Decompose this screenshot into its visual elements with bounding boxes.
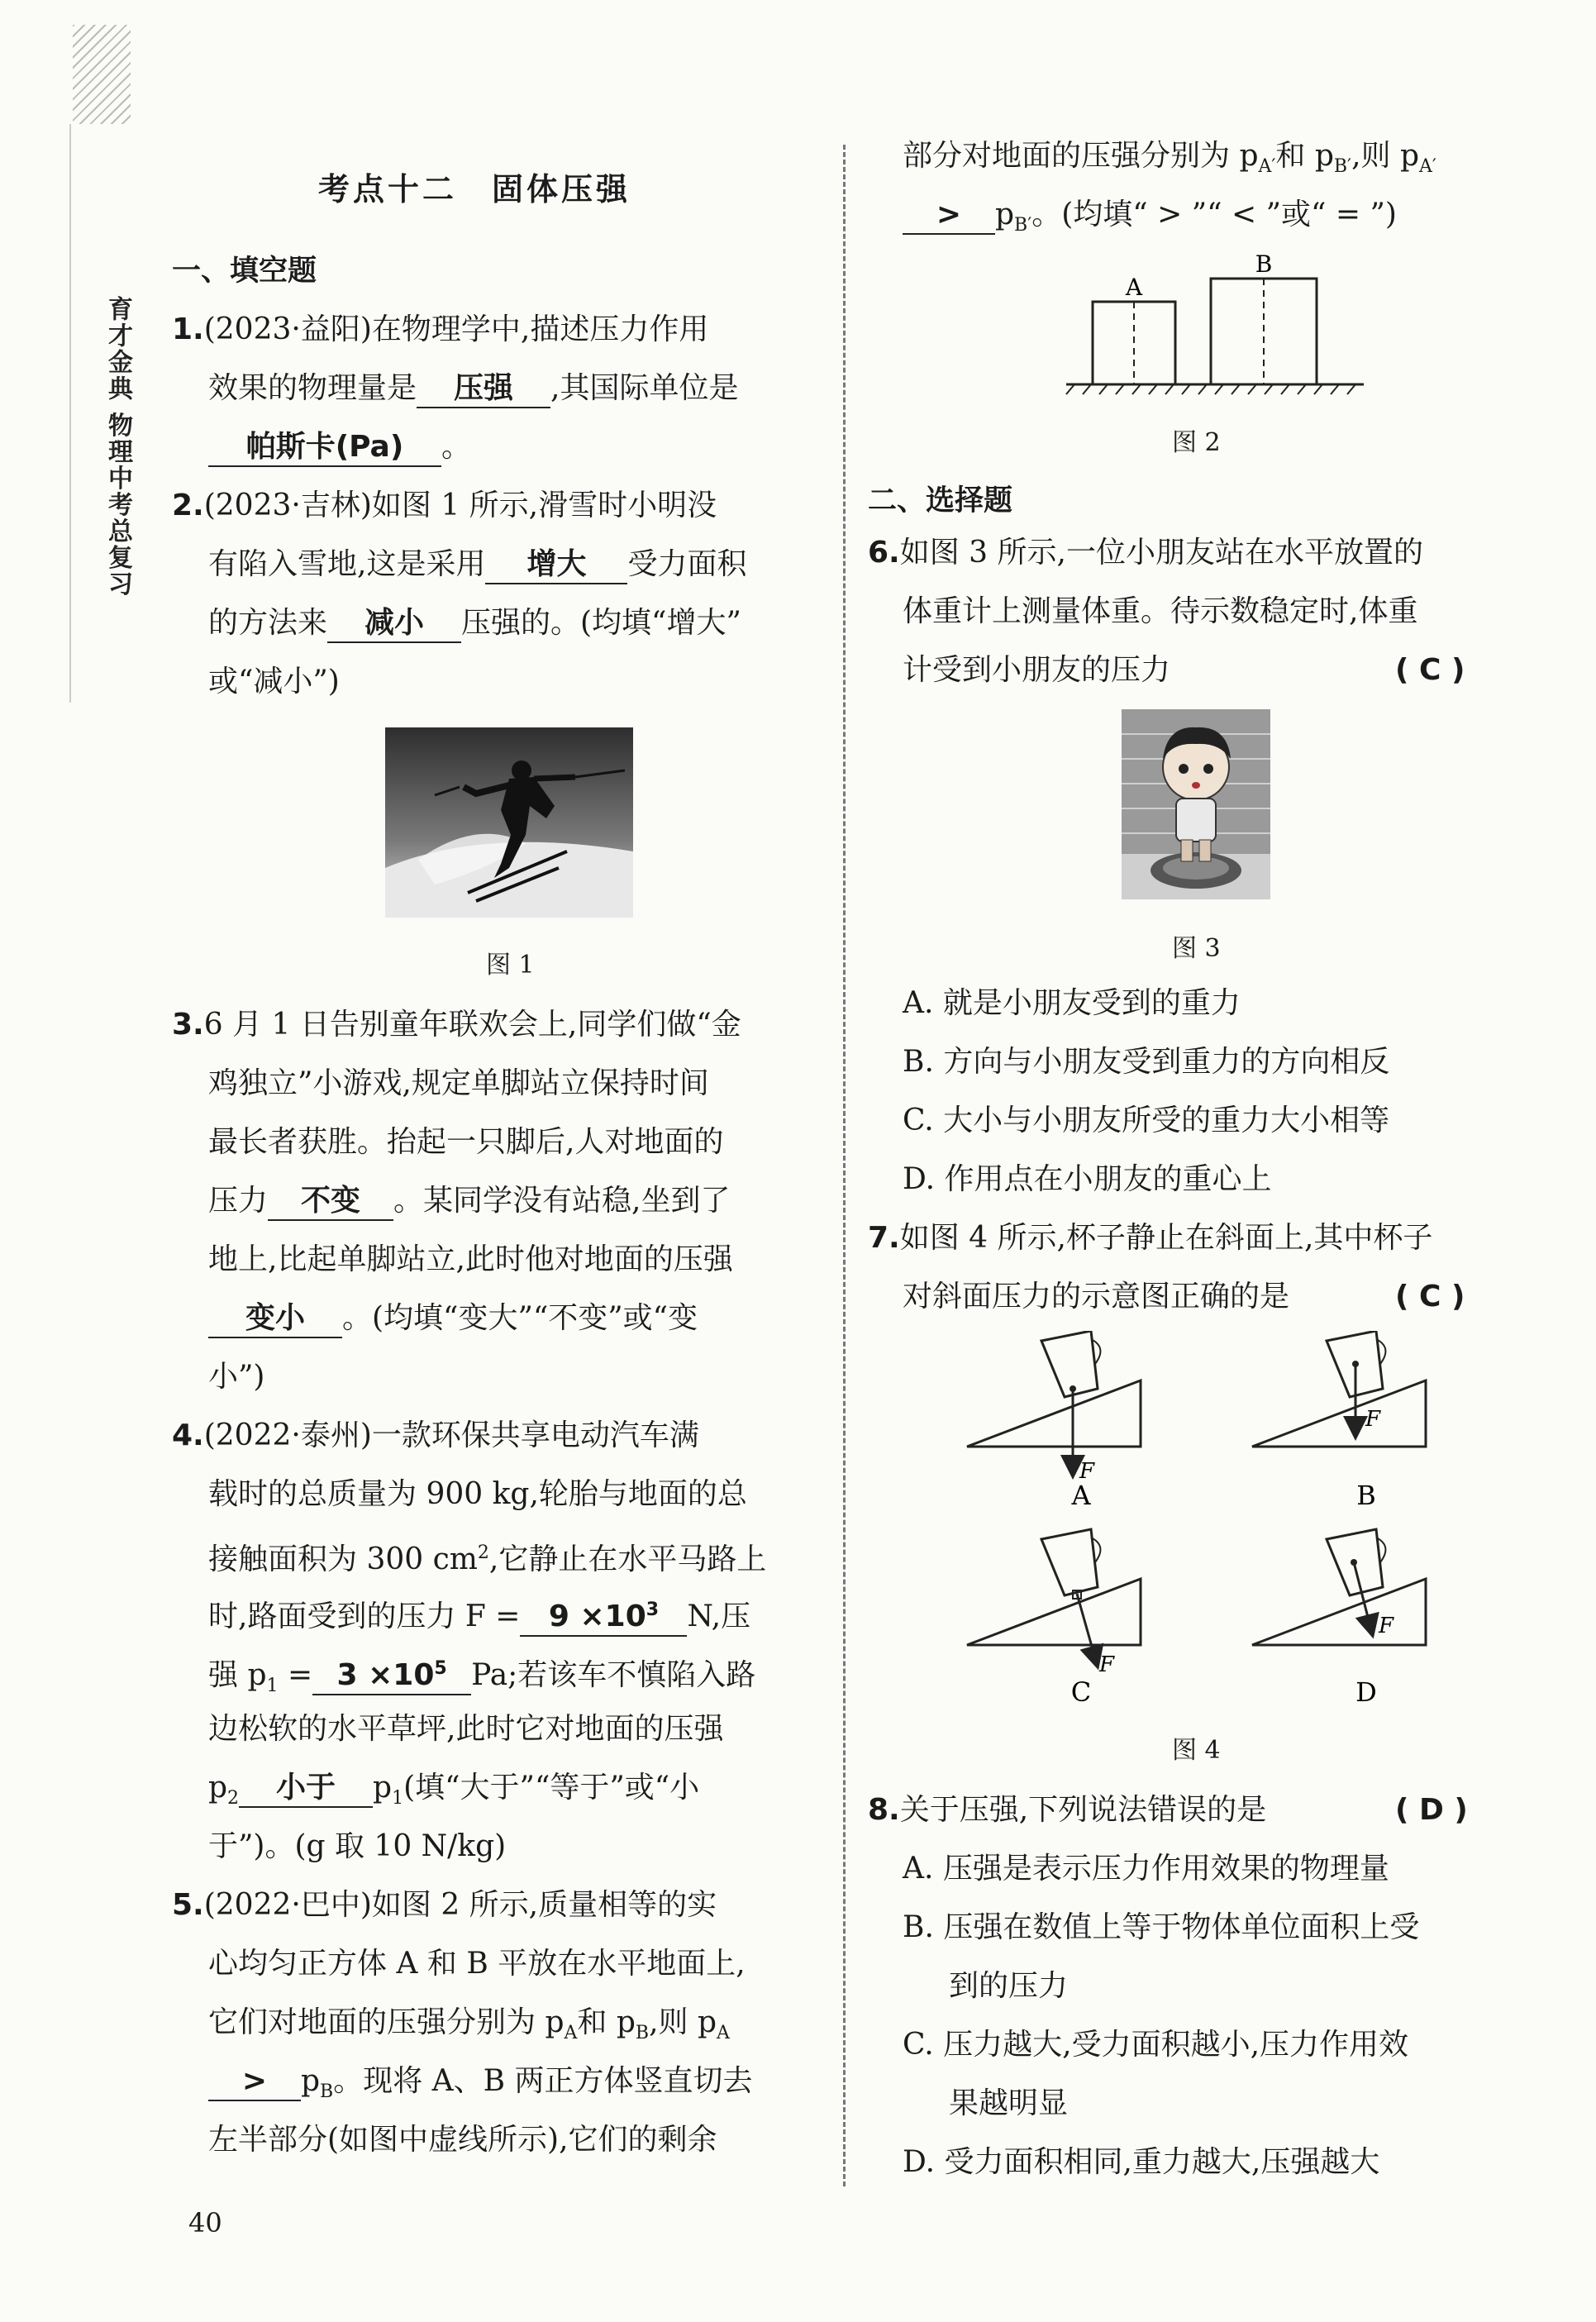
q5-subscript: B xyxy=(635,2023,650,2044)
q5-number: 5. xyxy=(172,1888,204,1922)
q3-text: 。(均填“变大”“不变”或“变 xyxy=(342,1301,698,1335)
series-title: 育才金典 物理中考总复习 xyxy=(103,296,132,598)
q5-text: 和 p xyxy=(1275,139,1334,173)
q5-continued-line1 xyxy=(903,136,1436,187)
q5-answer-1: > xyxy=(208,2063,301,2101)
q2-text: 有陷入雪地,这是采用 xyxy=(208,547,486,581)
q5-text: 。(均填“ > ”“ < ”或“ = ”) xyxy=(1031,198,1397,231)
q3-line1 xyxy=(172,1005,741,1045)
q5-text: ,则 p xyxy=(1351,139,1419,173)
q6-answer: ( C ) xyxy=(1395,653,1465,687)
q8-option-b-cont: 到的压力 xyxy=(949,1969,1069,2003)
q7-text: 如图 4 所示,杯子静止在斜面上,其中杯子 xyxy=(899,1221,1433,1255)
q2-answer-2: 减小 xyxy=(327,605,461,643)
q4-text: = xyxy=(278,1658,313,1692)
q4-subscript: 2 xyxy=(227,1788,240,1809)
q4-answer-1-value: 9 ×10 xyxy=(548,1600,646,1633)
q4-answer-2 xyxy=(312,1651,471,1695)
q4-line5 xyxy=(208,1651,755,1706)
figure-4-incline-diagrams xyxy=(959,1331,1455,1711)
q6-text: 如图 3 所示,一位小朋友站在水平放置的 xyxy=(899,536,1423,570)
q2-line4: 或“减小”) xyxy=(208,665,340,699)
figure-2-caption: 图 2 xyxy=(1172,428,1221,457)
q2-line3 xyxy=(208,603,741,643)
q4-line2: 载时的总质量为 900 kg,轮胎与地面的总 xyxy=(208,1477,747,1511)
q8-line1 xyxy=(868,1790,1266,1830)
sidebar-divider xyxy=(69,124,71,703)
q3-line6 xyxy=(208,1299,698,1338)
q1-line2 xyxy=(208,369,738,408)
q7-line2: 对斜面压力的示意图正确的是 xyxy=(903,1280,1290,1314)
q1-line1 xyxy=(172,310,708,350)
q6-option-a: A. 就是小朋友受到的重力 xyxy=(903,986,1241,1020)
q8-option-a: A. 压强是表示压力作用效果的物理量 xyxy=(903,1852,1389,1886)
q1-text: ,其国际单位是 xyxy=(550,371,739,405)
diagram-label-b: B xyxy=(1356,1480,1376,1511)
q4-answer-2-value: 3 ×10 xyxy=(336,1658,435,1692)
q2-line2 xyxy=(208,545,746,584)
q6-option-b: B. 方向与小朋友受到重力的方向相反 xyxy=(903,1045,1390,1079)
q8-answer: ( D ) xyxy=(1395,1793,1468,1827)
cube-a-label: A xyxy=(1125,274,1143,301)
q1-text: 效果的物理量是 xyxy=(208,371,417,405)
q7-number: 7. xyxy=(868,1221,900,1255)
q2-line1 xyxy=(172,486,717,526)
q8-option-d: D. 受力面积相同,重力越大,压强越大 xyxy=(903,2145,1380,2179)
q5-subscript: A xyxy=(717,2023,730,2044)
force-label-a: F xyxy=(1079,1459,1095,1484)
q5-line3 xyxy=(208,2003,730,2053)
q5-text: p xyxy=(995,198,1015,231)
q5-text: p xyxy=(301,2064,321,2098)
q4-text: (填“大于”“等于”或“小 xyxy=(403,1771,700,1805)
q4-line3 xyxy=(208,1533,766,1580)
q5-subscript: B′ xyxy=(1014,215,1032,236)
q4-subscript: 1 xyxy=(392,1788,404,1809)
q4-line4 xyxy=(208,1592,750,1637)
force-label-c: F xyxy=(1099,1652,1115,1677)
q3-line7: 小”) xyxy=(208,1360,265,1394)
q4-text: 时,路面受到的压力 F = xyxy=(208,1600,521,1633)
q8-number: 8. xyxy=(868,1793,900,1827)
diagram-label-a: A xyxy=(1071,1480,1091,1511)
q4-answer-2-exponent: 5 xyxy=(434,1658,447,1679)
q4-text: p xyxy=(208,1771,228,1805)
q5-text: 部分对地面的压强分别为 p xyxy=(903,139,1259,173)
q6-line2: 体重计上测量体重。待示数稳定时,体重 xyxy=(903,594,1418,628)
q6-option-d: D. 作用点在小朋友的重心上 xyxy=(903,1162,1272,1196)
q8-option-c-cont: 果越明显 xyxy=(949,2086,1069,2120)
q4-line6: 边松软的水平草坪,此时它对地面的压强 xyxy=(208,1712,724,1746)
q3-number: 3. xyxy=(172,1008,204,1042)
q2-answer-1: 增大 xyxy=(485,546,627,584)
q1-answer-1: 压强 xyxy=(417,370,550,408)
q3-line4 xyxy=(208,1181,730,1221)
figure-3-caption: 图 3 xyxy=(1172,934,1221,963)
q5-text: 。现将 A、B 两正方体竖直切去 xyxy=(333,2064,753,2098)
q5-subscript: B′ xyxy=(1333,156,1352,178)
q5-line4 xyxy=(208,2062,753,2112)
page-number: 40 xyxy=(188,2207,222,2239)
q8-text: 关于压强,下列说法错误的是 xyxy=(899,1793,1267,1827)
figure-1-caption: 图 1 xyxy=(486,951,535,980)
q1-text: (2023·益阳)在物理学中,描述压力作用 xyxy=(203,312,709,346)
q4-text: ,它静止在水平马路上 xyxy=(488,1542,767,1576)
diagram-label-d: D xyxy=(1355,1676,1377,1708)
corner-hatch-decoration xyxy=(73,25,131,124)
q4-text: (2022·泰州)一款环保共享电动汽车满 xyxy=(203,1418,699,1452)
q4-line1 xyxy=(172,1416,699,1456)
q4-text: p xyxy=(373,1771,393,1805)
q5-line2: 心均匀正方体 A 和 B 平放在水平地面上, xyxy=(208,1947,746,1981)
q4-answer-3: 小于 xyxy=(239,1770,373,1808)
q1-answer-2: 帕斯卡(Pa) xyxy=(208,429,441,467)
q3-answer-2: 变小 xyxy=(208,1300,342,1338)
page-title: 考点十二 固体压强 xyxy=(318,171,631,207)
q2-number: 2. xyxy=(172,489,204,522)
section-fill-heading: 一、填空题 xyxy=(172,255,317,288)
q5-subscript: A′ xyxy=(1419,156,1436,178)
q3-answer-1: 不变 xyxy=(268,1183,393,1221)
q3-line3: 最长者获胜。抬起一只脚后,人对地面的 xyxy=(208,1125,724,1159)
q8-option-c: C. 压力越大,受力面积越小,压力作用效 xyxy=(903,2028,1409,2062)
q6-number: 6. xyxy=(868,536,900,570)
q5-subscript: A xyxy=(564,2023,578,2044)
q5-text: (2022·巴中)如图 2 所示,质量相等的实 xyxy=(203,1888,717,1922)
q5-subscript: B xyxy=(320,2081,334,2103)
q3-text: 压力 xyxy=(208,1184,269,1218)
q5-text: ,则 p xyxy=(649,2005,717,2039)
q4-answer-1-exponent: 3 xyxy=(646,1600,660,1620)
section-choice-heading: 二、选择题 xyxy=(868,484,1013,517)
q2-text: 的方法来 xyxy=(208,606,328,640)
q3-text: 。某同学没有站稳,坐到了 xyxy=(393,1184,731,1218)
q4-text: 强 p xyxy=(208,1658,267,1692)
q4-text: Pa;若该车不慎陷入路 xyxy=(471,1658,756,1692)
q4-line7 xyxy=(208,1768,699,1819)
q1-text: 。 xyxy=(441,430,472,464)
diagram-b xyxy=(1252,1331,1426,1511)
q4-text: 接触面积为 300 cm xyxy=(208,1542,478,1576)
q6-line1 xyxy=(868,533,1423,573)
diagram-d xyxy=(1252,1529,1426,1708)
figure-4-caption: 图 4 xyxy=(1172,1736,1221,1765)
diagram-a xyxy=(967,1331,1141,1511)
figure-1-skier-photo xyxy=(385,727,633,918)
q5-answer-2: > xyxy=(903,197,995,235)
q5-line1 xyxy=(172,1886,717,1925)
q4-text: N,压 xyxy=(687,1600,751,1633)
q6-line3: 计受到小朋友的压力 xyxy=(903,653,1171,687)
q4-subscript: 1 xyxy=(266,1676,279,1697)
cube-b-label: B xyxy=(1255,252,1273,278)
q1-line3 xyxy=(208,427,471,467)
diagram-c xyxy=(967,1529,1141,1708)
q1-number: 1. xyxy=(172,312,204,346)
column-divider xyxy=(843,145,846,2186)
q4-number: 4. xyxy=(172,1418,204,1452)
q5-text: 和 p xyxy=(577,2005,636,2039)
force-label-b: F xyxy=(1365,1407,1381,1432)
diagram-label-c: C xyxy=(1070,1676,1092,1708)
q2-text: (2023·吉林)如图 1 所示,滑雪时小明没 xyxy=(203,489,717,522)
force-label-d: F xyxy=(1379,1614,1394,1638)
q4-superscript: 2 xyxy=(477,1542,489,1563)
q3-line5: 地上,比起单脚站立,此时他对地面的压强 xyxy=(208,1242,733,1276)
q4-answer-1 xyxy=(520,1592,687,1637)
figure-3-child-on-scale xyxy=(1122,709,1270,899)
q5-line5: 左半部分(如图中虚线所示),它们的剩余 xyxy=(208,2123,717,2157)
q7-line1 xyxy=(868,1218,1432,1258)
q6-option-c: C. 大小与小朋友所受的重力大小相等 xyxy=(903,1104,1390,1137)
q5-text: 它们对地面的压强分别为 p xyxy=(208,2005,565,2039)
q3-line2: 鸡独立”小游戏,规定单脚站立保持时间 xyxy=(208,1066,709,1100)
q7-answer: ( C ) xyxy=(1395,1280,1465,1314)
q2-text: 压强的。(均填“增大” xyxy=(461,606,741,640)
ground-hatching xyxy=(1066,384,1355,394)
q2-text: 受力面积 xyxy=(627,547,747,581)
q3-text: 6 月 1 日告别童年联欢会上,同学们做“金 xyxy=(203,1008,741,1042)
q5-continued-line2 xyxy=(903,195,1397,246)
q8-option-b: B. 压强在数值上等于物体单位面积上受 xyxy=(903,1910,1420,1944)
figure-2-cubes-diagram xyxy=(1058,252,1380,401)
q4-line8: 于”)。(g 取 10 N/kg) xyxy=(208,1829,507,1863)
q5-subscript: A′ xyxy=(1258,156,1276,178)
